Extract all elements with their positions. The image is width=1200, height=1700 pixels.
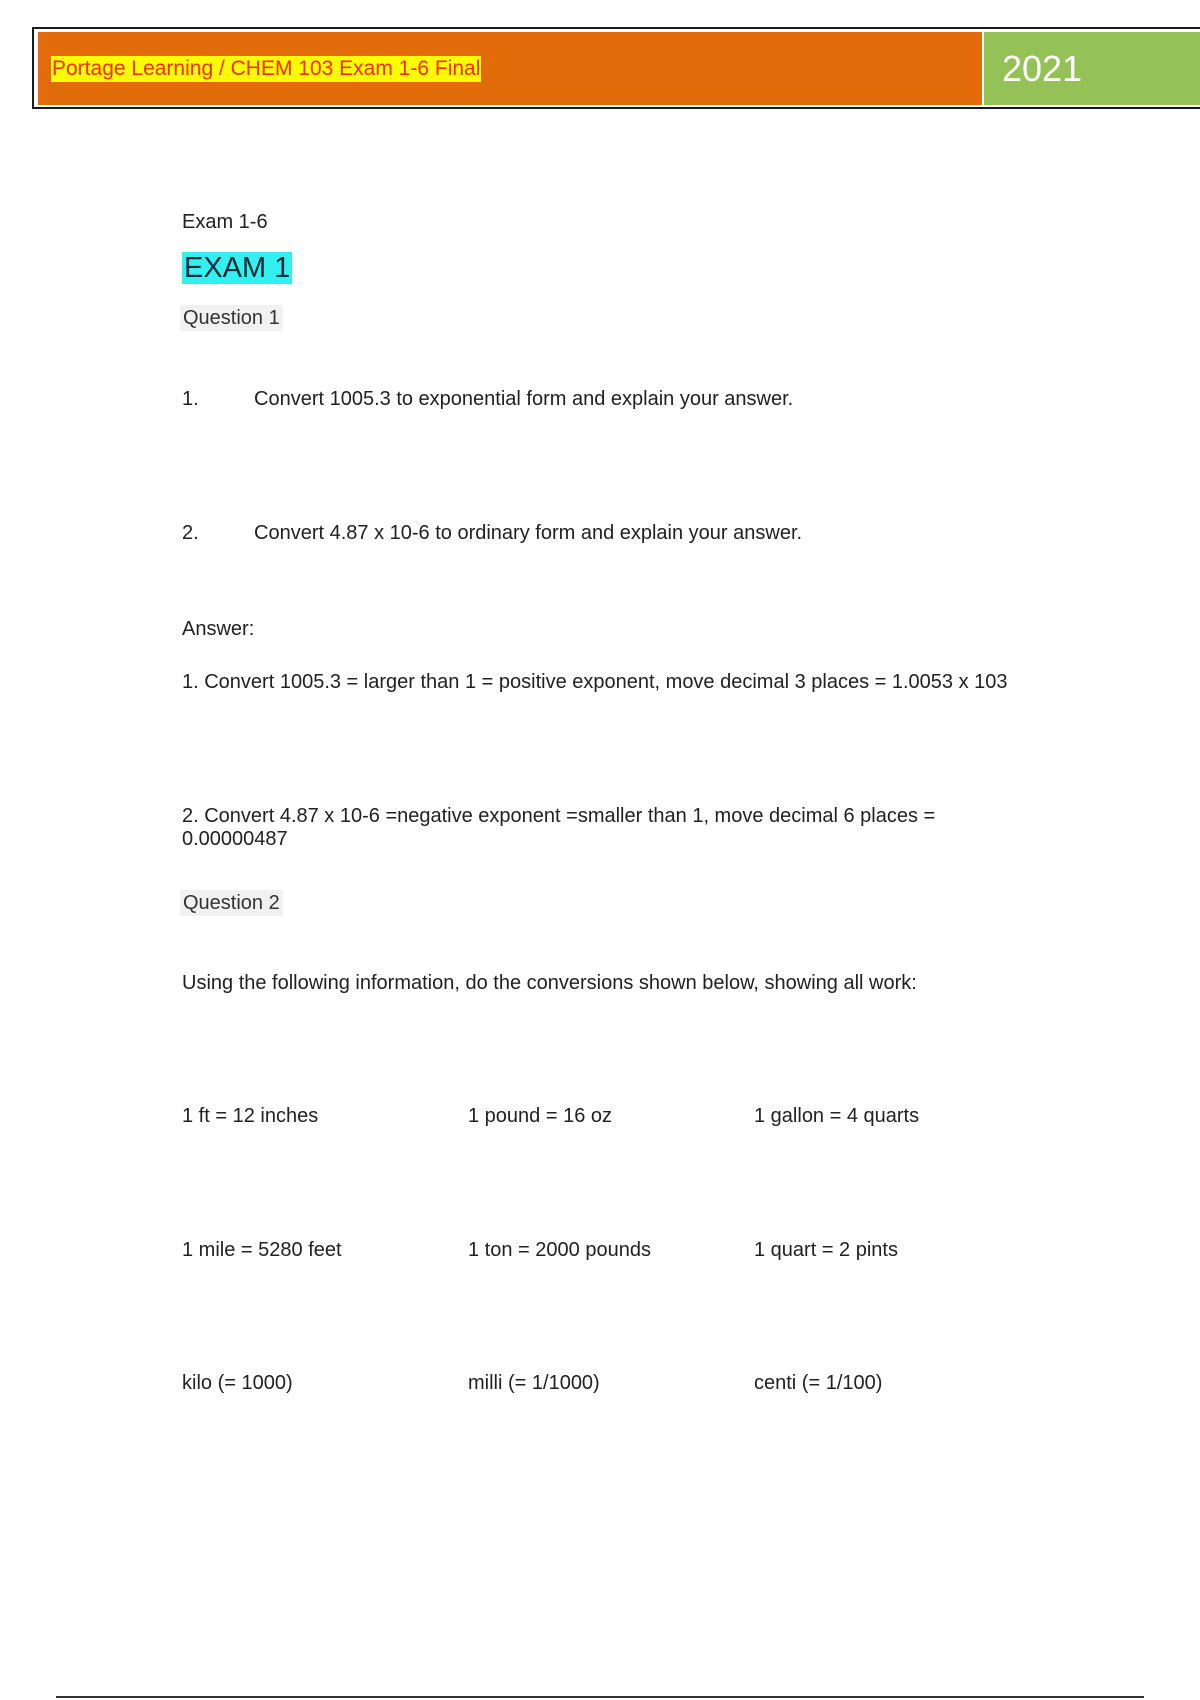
answer-text: 1. Convert 1005.3 = larger than 1 = positive exponent, move decimal 3 places = 1.0053 x 103: [182, 671, 1008, 693]
question-item-number: 2.: [182, 522, 199, 544]
header-year: 2021: [1002, 48, 1083, 89]
question-item-text: Convert 4.87 x 10-6 to ordinary form and explain your answer.: [254, 522, 803, 544]
conversion-item: 1 quart = 2 pints: [754, 1239, 898, 1261]
conversion-item: 1 pound = 16 oz: [468, 1105, 613, 1127]
conversion-item: 1 mile = 5280 feet: [182, 1239, 342, 1261]
question-2-label: Question 2: [180, 890, 283, 916]
footer-rule: [56, 1696, 1144, 1698]
conversion-item: 1 ft = 12 inches: [182, 1105, 319, 1127]
conversion-item: 1 ton = 2000 pounds: [468, 1239, 651, 1261]
conversion-item: centi (= 1/100): [754, 1372, 883, 1394]
question-2-instructions: Using the following information, do the conversions shown below, showing all work:: [182, 972, 917, 994]
question-item-number: 1.: [182, 388, 199, 410]
question-item-text: Convert 1005.3 to exponential form and explain your answer.: [254, 388, 794, 410]
document-title: Exam 1-6: [182, 211, 268, 233]
header-title: Portage Learning / CHEM 103 Exam 1-6 Final: [52, 57, 481, 80]
conversion-item: milli (= 1/1000): [468, 1372, 600, 1394]
conversion-item: 1 gallon = 4 quarts: [754, 1105, 920, 1127]
answer-text: 2. Convert 4.87 x 10-6 =negative exponent =smaller than 1, move decimal 6 places = 0.00000487: [182, 805, 936, 850]
question-1-label: Question 1: [180, 305, 283, 331]
exam-heading: EXAM 1: [184, 252, 291, 284]
conversion-item: kilo (= 1000): [182, 1372, 293, 1394]
answer-label: Answer:: [182, 618, 255, 640]
